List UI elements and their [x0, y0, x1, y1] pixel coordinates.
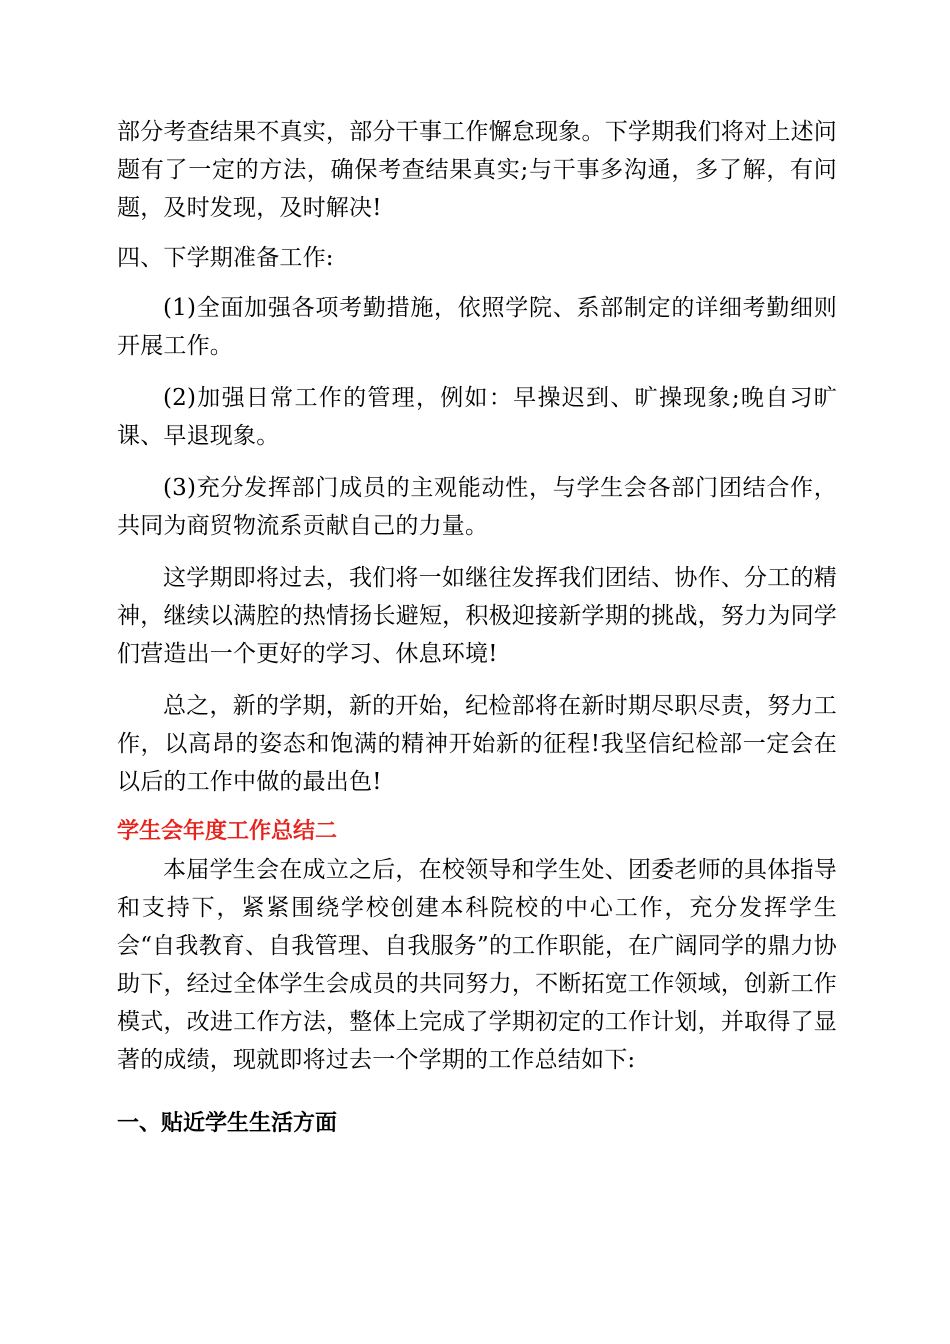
- document-page: [117, 113, 837, 1143]
- paragraph-continuation: 部分考查结果不真实，部分干事工作懈怠现象。下学期我们将对上述问题有了一定的方法，确保考查结果真实;与干事多沟通，多了解，有问题，及时发现，及时解决!: [117, 119, 837, 221]
- paragraph-future: 这学期即将过去，我们将一如继往发挥我们团结、协作、分工的精神，继续以满腔的热情扬长避短，积极迎接新学期的挑战，努力为同学们营造出一个更好的学习、休息环境!: [117, 565, 837, 667]
- paragraph-intro: 本届学生会在成立之后，在校领导和学生处、团委老师的具体指导和支持下，紧紧围绕学校创建本科院校的中心工作，充分发挥学生会“自我教育、自我管理、自我服务”的工作职能，在广阔同学的鼎力协助下，经过全体学生会成员的共同努力，不断拓宽工作领域，创新工作模式，改进工作方法，整体上完成了学期初定的工作计划，并取得了显著的成绩，现就即将过去一个学期的工作总结如下:: [117, 857, 837, 1073]
- list-item-2: (2)加强日常工作的管理，例如：早操迟到、旷操现象;晚自习旷课、早退现象。: [117, 385, 837, 449]
- list-item-3: (3)充分发挥部门成员的主观能动性，与学生会各部门团结合作，共同为商贸物流系贡献自己的力量。: [117, 475, 837, 539]
- list-item-1: (1)全面加强各项考勤措施，依照学院、系部制定的详细考勤细则开展工作。: [117, 295, 837, 359]
- section-heading-two: 学生会年度工作总结二: [117, 819, 338, 844]
- paragraph-summary: 总之，新的学期，新的开始，纪检部将在新时期尽职尽责，努力工作，以高昂的姿态和饱满的精神开始新的征程!我坚信纪检部一定会在以后的工作中做的最出色!: [117, 693, 837, 795]
- section-one-title: 一、贴近学生生活方面: [117, 1111, 338, 1136]
- section-four-title: 四、下学期准备工作:: [117, 245, 334, 271]
